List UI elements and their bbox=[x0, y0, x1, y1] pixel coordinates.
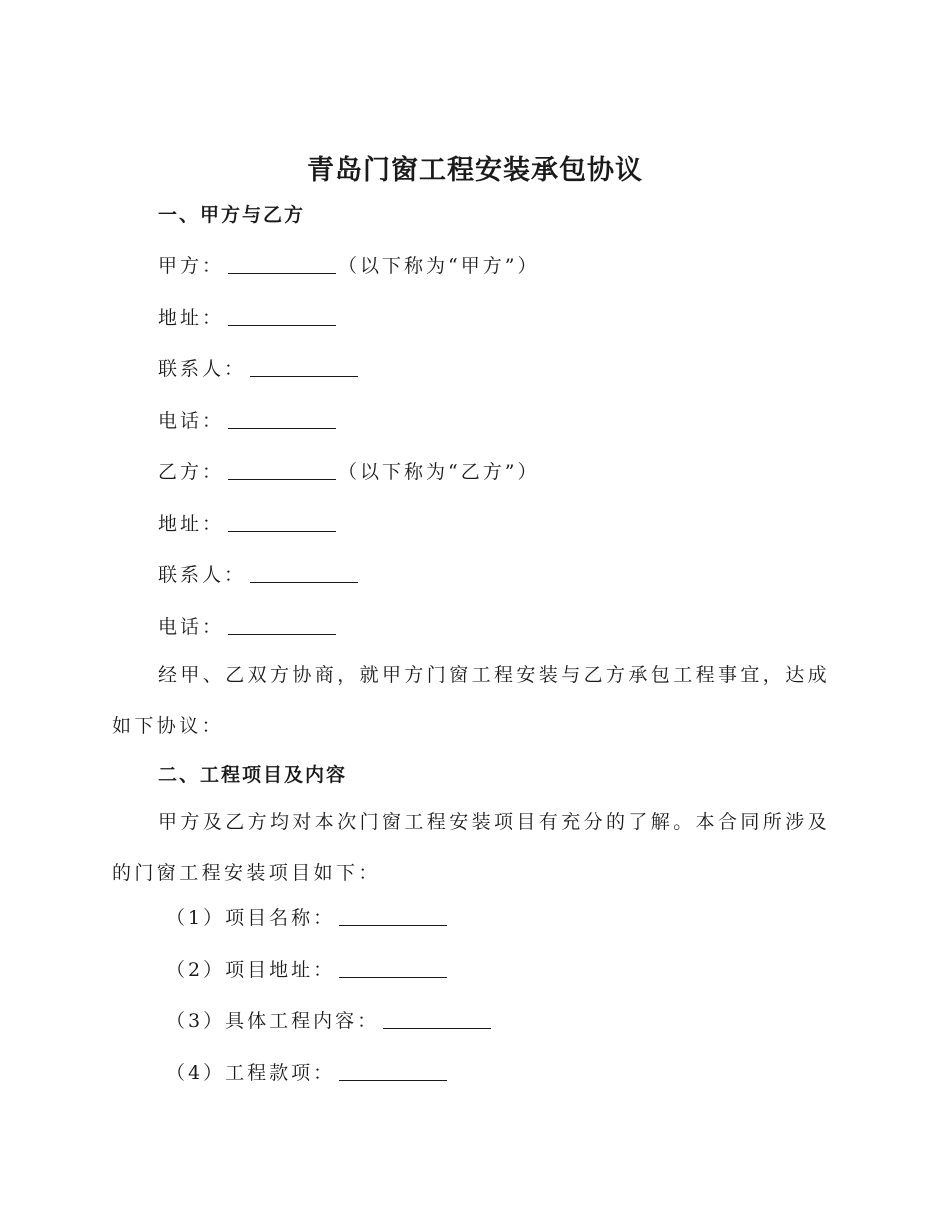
party-b-contact-line bbox=[158, 560, 360, 587]
party-a-address-line bbox=[158, 303, 338, 330]
party-a-phone-line bbox=[158, 406, 338, 433]
project-item-address bbox=[166, 955, 449, 982]
party-b-address-label: 地址： bbox=[158, 513, 225, 535]
party-a-note: （以下称为“甲方”） bbox=[338, 255, 540, 277]
project-payment-blank[interactable] bbox=[339, 1062, 447, 1081]
section-heading-parties: 一、甲方与乙方 bbox=[158, 204, 306, 226]
party-b-contact-blank[interactable] bbox=[250, 564, 358, 583]
project-item-payment bbox=[166, 1058, 449, 1085]
page-title: 青岛门窗工程安装承包协议 bbox=[307, 155, 643, 186]
party-a-line bbox=[158, 251, 539, 278]
party-a-phone-blank[interactable] bbox=[228, 410, 336, 429]
party-a-label: 甲方： bbox=[158, 255, 225, 277]
party-a-contact-line bbox=[158, 354, 360, 381]
project-item-label: （3）具体工程内容： bbox=[166, 1010, 380, 1032]
party-b-note: （以下称为“乙方”） bbox=[338, 461, 540, 483]
party-b-phone-line bbox=[158, 612, 338, 639]
party-a-blank[interactable] bbox=[228, 255, 336, 274]
agreement-paragraph: 经甲、乙双方协商，就甲方门窗工程安装与乙方承包工程事宜，达成如下协议： bbox=[112, 664, 831, 737]
party-a-contact-blank[interactable] bbox=[250, 358, 358, 377]
project-intro-paragraph: 甲方及乙方均对本次门窗工程安装项目有充分的了解。本合同所涉及的门窗工程安装项目如下： bbox=[112, 811, 831, 884]
party-b-address-line bbox=[158, 509, 338, 536]
party-a-contact-label: 联系人： bbox=[158, 358, 247, 380]
project-item-label: （4）工程款项： bbox=[166, 1062, 336, 1084]
party-b-phone-blank[interactable] bbox=[228, 616, 336, 635]
party-a-phone-label: 电话： bbox=[158, 410, 225, 432]
party-b-blank[interactable] bbox=[228, 461, 336, 480]
project-name-blank[interactable] bbox=[339, 907, 447, 926]
party-b-phone-label: 电话： bbox=[158, 616, 225, 638]
project-address-blank[interactable] bbox=[339, 959, 447, 978]
party-b-contact-label: 联系人： bbox=[158, 564, 247, 586]
party-a-address-label: 地址： bbox=[158, 307, 225, 329]
party-a-address-blank[interactable] bbox=[228, 307, 336, 326]
project-item-name bbox=[166, 903, 449, 930]
project-item-content bbox=[166, 1006, 493, 1033]
party-b-address-blank[interactable] bbox=[228, 513, 336, 532]
section-heading-project: 二、工程项目及内容 bbox=[158, 764, 348, 786]
project-content-blank[interactable] bbox=[383, 1010, 491, 1029]
project-item-label: （1）项目名称： bbox=[166, 907, 336, 929]
project-item-label: （2）项目地址： bbox=[166, 959, 336, 981]
party-b-line bbox=[158, 457, 539, 484]
party-b-label: 乙方： bbox=[158, 461, 225, 483]
